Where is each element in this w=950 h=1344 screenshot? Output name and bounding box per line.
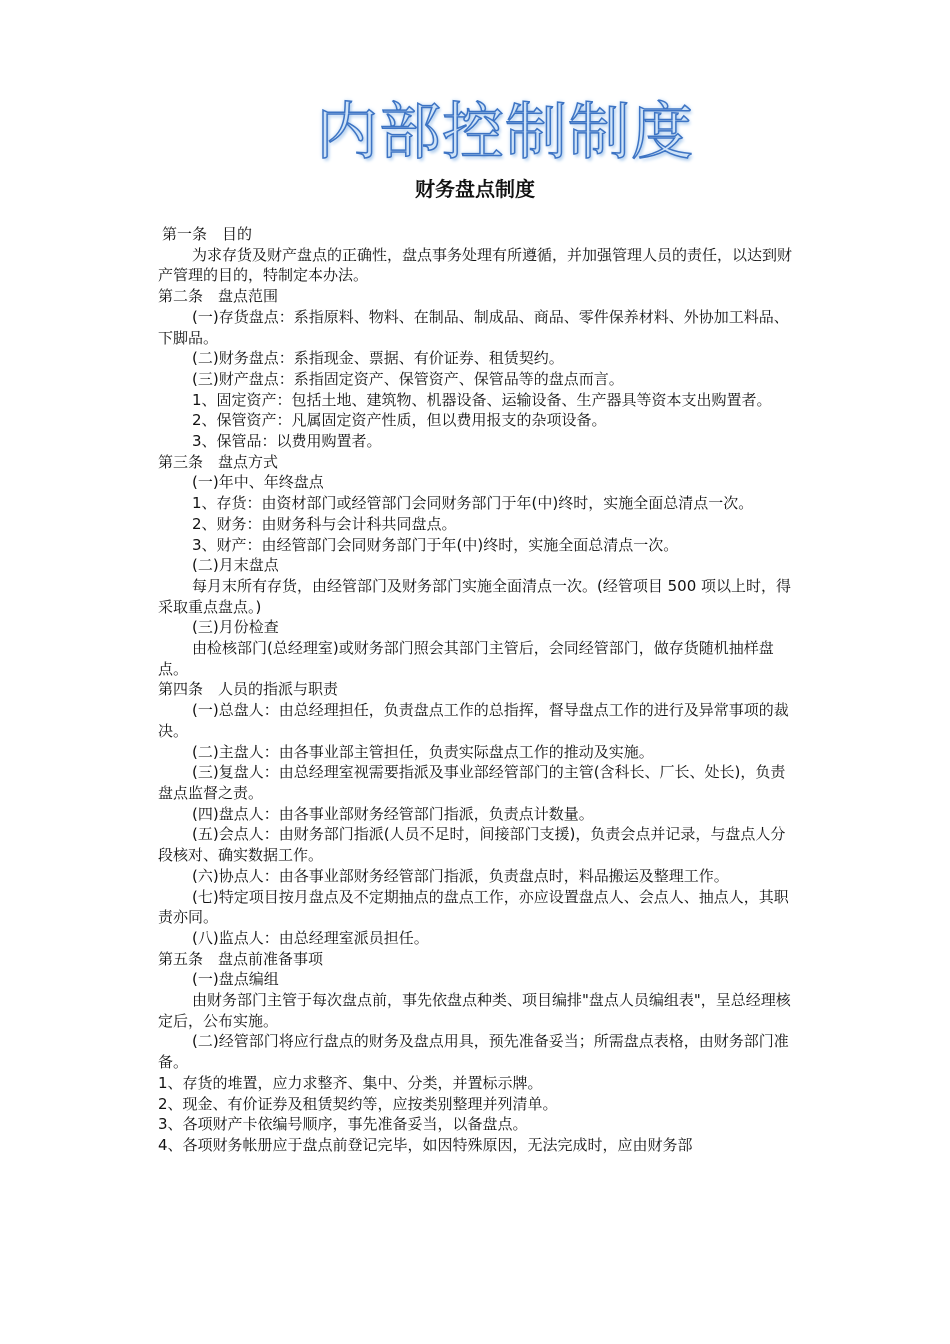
paragraph: 由检核部门(总经理室)或财务部门照会其部门主管后，会同经管部门，做存货随机抽样盘点。: [158, 639, 774, 678]
section-heading: 第三条 盘点方式: [158, 452, 279, 471]
paragraph: (一)年中、年终盘点: [192, 473, 324, 492]
paragraph: (六)协点人：由各事业部财务经管部门指派，负责盘点时，料品搬运及整理工作。: [192, 866, 729, 885]
banner-title: 内部控制制度: [315, 95, 694, 168]
paragraph: (一)总盘人：由总经理担任，负责盘点工作的总指挥，督导盘点工作的进行及异常事项的裁决。: [158, 701, 789, 740]
paragraph: (七)特定项目按月盘点及不定期抽点的盘点工作，亦应设置盘点人、会点人、抽点人，其职责亦同。: [158, 887, 789, 927]
paragraph: (五)会点人：由财务部门指派(人员不足时，间接部门支援)，负责会点并记录，与盘点人分段核对、确实数据工作。: [158, 825, 786, 865]
paragraph: 2、财务：由财务科与会计科共同盘点。: [192, 514, 457, 533]
paragraph: 每月末所有存货，由经管部门及财务部门实施全面清点一次。(经管项目 500 项以上时，得采取重点盘点。): [158, 576, 792, 616]
paragraph: 1、固定资产：包括土地、建筑物、机器设备、运输设备、生产器具等资本支出购置者。: [192, 390, 772, 409]
paragraph: (一)盘点编组: [192, 970, 279, 989]
paragraph: 由财务部门主管于每次盘点前，事先依盘点种类、项目编排"盘点人员编组表"，呈总经理核定后，公布实施。: [158, 991, 791, 1030]
paragraph: 1、存货的堆置，应力求整齐、集中、分类，并置标示牌。: [158, 1073, 543, 1092]
paragraph: (八)监点人：由总经理室派员担任。: [192, 928, 429, 947]
paragraph: (三)财产盘点：系指固定资产、保管资产、保管品等的盘点而言。: [192, 369, 624, 388]
section-heading: 第四条 人员的指派与职责: [158, 680, 339, 699]
paragraph: 4、各项财务帐册应于盘点前登记完毕，如因特殊原因，无法完成时，应由财务部: [158, 1135, 693, 1154]
paragraph: 为求存货及财产盘点的正确性，盘点事务处理有所遵循，并加强管理人员的责任，以达到财产管理的目的，特制定本办法。: [158, 245, 793, 285]
paragraph: (三)月份检查: [192, 618, 279, 637]
paragraph: 3、财产：由经管部门会同财务部门于年(中)终时，实施全面总清点一次。: [192, 535, 679, 554]
paragraph: 3、各项财产卡依编号顺序，事先准备妥当，以备盘点。: [158, 1115, 528, 1134]
document-subtitle: 财务盘点制度: [415, 177, 535, 201]
paragraph: (四)盘点人：由各事业部财务经管部门指派，负责点计数量。: [192, 804, 594, 823]
section-heading: 第五条 盘点前准备事项: [158, 949, 324, 968]
paragraph: (二)经管部门将应行盘点的财务及盘点用具，预先准备妥当；所需盘点表格，由财务部门准备。: [158, 1032, 789, 1072]
paragraph: (三)复盘人：由总经理室视需要指派及事业部经管部门的主管(含科长、厂长、处长)，负责盘点监督之责。: [158, 763, 786, 802]
paragraph: 1、存货：由资材部门或经管部门会同财务部门于年(中)终时，实施全面总清点一次。: [192, 494, 754, 513]
paragraph: (一)存货盘点：系指原料、物料、在制品、制成品、商品、零件保养材料、外协加工料品、下脚品。: [158, 307, 789, 347]
paragraph: (二)财务盘点：系指现金、票据、有价证券、租赁契约。: [192, 349, 564, 368]
paragraph: (二)主盘人：由各事业部主管担任，负责实际盘点工作的推动及实施。: [192, 742, 654, 761]
document-body: [158, 224, 792, 1156]
paragraph: 3、保管品：以费用购置者。: [192, 432, 382, 451]
section-heading: 第一条 目的: [162, 225, 253, 243]
paragraph: (二)月末盘点: [192, 556, 279, 575]
paragraph: 2、现金、有价证券及租赁契约等，应按类别整理并列清单。: [158, 1094, 558, 1113]
section-heading: 第二条 盘点范围: [158, 287, 279, 306]
paragraph: 2、保管资产：凡属固定资产性质，但以费用报支的杂项设备。: [192, 411, 607, 430]
